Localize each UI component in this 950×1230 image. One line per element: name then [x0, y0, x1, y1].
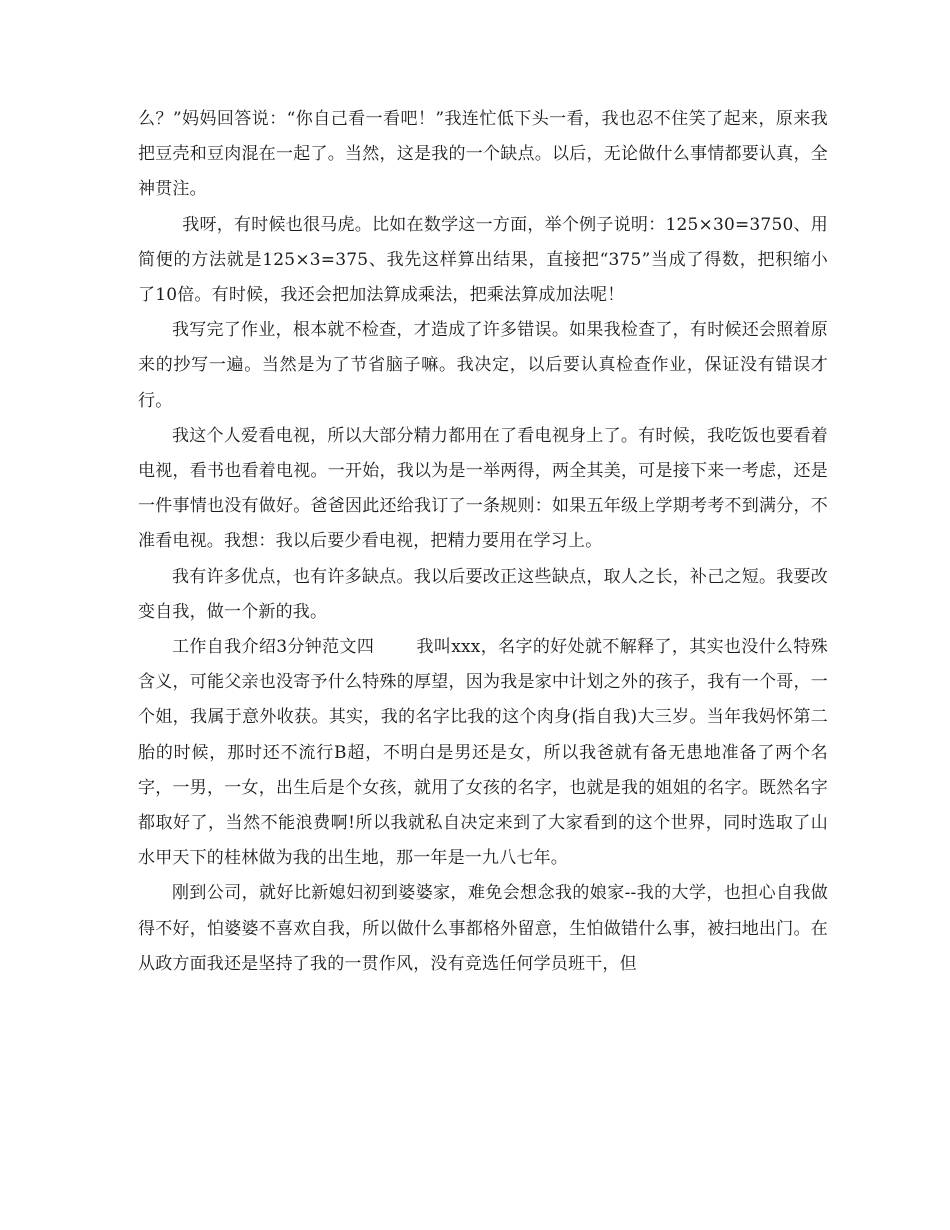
paragraph-7: 刚到公司，就好比新媳妇初到婆婆家，难免会想念我的娘家--我的大学，也担心自我做得不好，怕婆婆不喜欢自我，所以做什么事都格外留意，生怕做错什么事，被扫地出门。在从政方面我还是坚持了我的一贯作风，没有竞选任何学员班干，但 — [138, 883, 828, 974]
paragraph-1: 么？”妈妈回答说：“你自己看一看吧！”我连忙低下头一看，我也忍不住笑了起来，原来我把豆壳和豆肉混在一起了。当然，这是我的一个缺点。以后，无论做什么事情都要认真，全神贯注。 — [138, 109, 828, 200]
paragraph-6-text: 我叫xxx，名字的好处就不解释了，其实也没什么特殊含义，可能父亲也没寄予什么特殊的厚望，因为我是家中计划之外的孩子，我有一个哥，一个姐，我属于意外收获。其实，我的名字比我的这个肉身(指自我)大三岁。当年我妈怀第二胎的时候，那时还不流行B超，不明白是男还是女，所以我爸就有备无患地准备了两个名字，一男，一女，出生后是个女孩，就用了女孩的名字，也就是我的姐姐的名字。既然名字都取好了，当然不能浪费啊!所以我就私自决定来到了大家看到的这个世界，同时选取了山水甲天下的桂林做为我的出生地，那一年是一九八七年。 — [138, 637, 828, 869]
paragraph-5: 我有许多优点，也有许多缺点。我以后要改正这些缺点，取人之长，补己之短。我要改变自我，做一个新的我。 — [138, 566, 828, 622]
paragraph-6 — [138, 630, 828, 876]
document-body — [138, 102, 828, 982]
paragraph-3: 我写完了作业，根本就不检查，才造成了许多错误。如果我检查了，有时候还会照着原来的抄写一遍。当然是为了节省脑子嘛。我决定，以后要认真检查作业，保证没有错误才行。 — [138, 320, 828, 411]
paragraph-4: 我这个人爱看电视，所以大部分精力都用在了看电视身上了。有时候，我吃饭也要看着电视，看书也看着电视。一开始，我以为是一举两得，两全其美，可是接下来一考虑，还是一件事情也没有做好。爸爸因此还给我订了一条规则：如果五年级上学期考考不到满分，不准看电视。我想：我以后要少看电视，把精力要用在学习上。 — [138, 425, 828, 552]
section-heading: 工作自我介绍3分钟范文四 — [172, 637, 375, 658]
paragraph-2: 我呀，有时候也很马虎。比如在数学这一方面，举个例子说明：125×30=3750、用简便的方法就是125×3=375、我先这样算出结果，直接把“375”当成了得数，把积缩小了10倍。有时候，我还会把加法算成乘法，把乘法算成加法呢！ — [138, 214, 828, 306]
